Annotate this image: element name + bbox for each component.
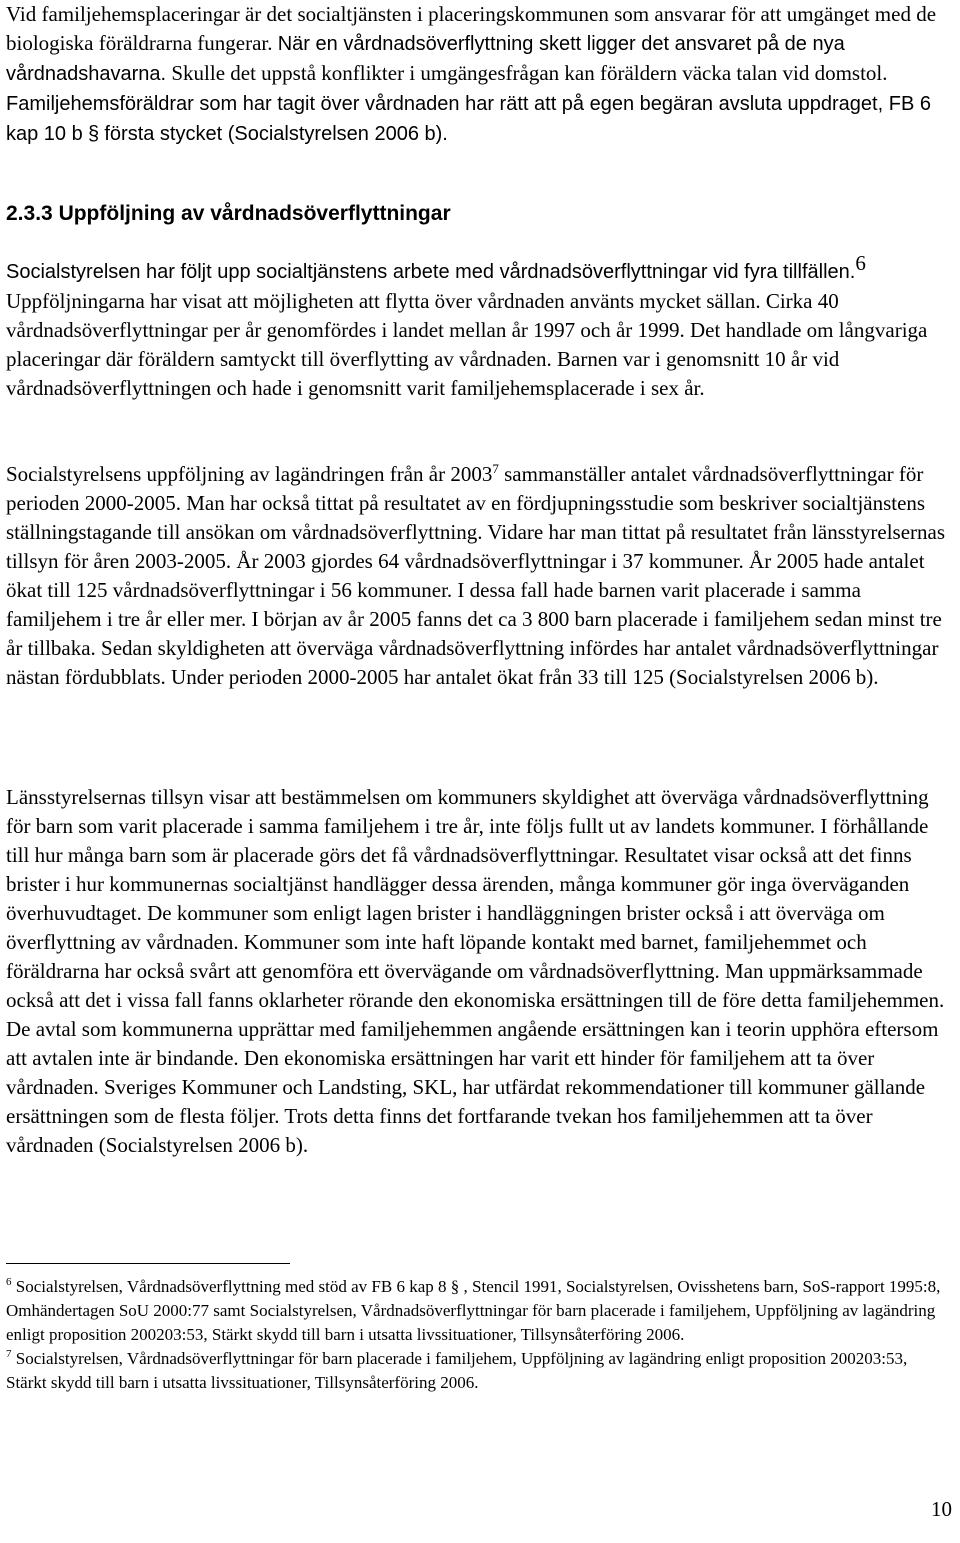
intro-text-4: Familjehemsföräldrar som har tagit över vårdnaden har rätt att på egen begäran avsluta uppdraget, FB 6 kap 10 b bbox=[6, 93, 931, 145]
section-heading bbox=[6, 199, 451, 228]
page-number: 10 bbox=[931, 1497, 952, 1521]
paragraph-followup bbox=[6, 251, 956, 403]
paragraph-followup-intro: Socialstyrelsen har följt upp socialtjänstens arbete med vårdnadsöverflyttningar vid fyra tillfällen. bbox=[6, 261, 856, 283]
footnote-6 bbox=[6, 1275, 951, 1347]
footnotes bbox=[6, 1275, 951, 1395]
section-number: 2.3.3 bbox=[6, 202, 53, 225]
footnote-6-number: 6 bbox=[6, 1276, 12, 1288]
footnote-7 bbox=[6, 1347, 951, 1395]
footnote-6-text: Socialstyrelsen, Vårdnadsöverflyttning med stöd av FB 6 kap 8 § , Stencil 1991, Socialstyrelsen, Ovisshetens barn, SoS-rapport 1995:8, Omhändertagen SoU 2000:77 samt Socialstyrelsen, Vårdnadsöverflyttningar för barn placerade i familjehem, Uppföljning av lagändring enligt proposition 200203:53, Stärkt skydd till barn i utsatta livssituationer, Tillsynsåterföring 2006. bbox=[6, 1277, 941, 1344]
paragraph-followup-body: Uppföljningarna har visat att möjligheten att flytta över vårdnaden använts mycket sällan. Cirka 40 vårdnadsöverflyttningar per år genomfördes i landet mellan år 1997 och år 1999. Det handlade om långvariga placeringar där föräldern samtyckt till överflytting av vårdnaden. Barnen var i genomsnitt 10 år vid vårdnadsöverflyttningen och hade i genomsnitt varit familjehemsplacerade i sex år. bbox=[6, 289, 928, 400]
section-symbol: § bbox=[87, 123, 100, 145]
paragraph-statistics bbox=[6, 460, 956, 692]
footnote-ref-6[interactable]: 6 bbox=[855, 251, 866, 275]
paragraph-supervision bbox=[6, 783, 956, 1160]
footnote-ref-7[interactable]: 7 bbox=[492, 461, 499, 476]
paragraph-supervision-body: Länsstyrelsernas tillsyn visar att bestämmelsen om kommuners skyldighet att överväga vårdnadsöverflyttning för barn som varit placerade i samma familjehem i tre år, inte följs fullt ut av landets kommuner. I förhållande till hur många barn som är placerade görs det få vårdnadsöverflyttningar. Resultatet visar också att det finns brister i hur kommunernas socialtjänst handlägger dessa ärenden, många kommuner gör inga överväganden överhuvudtaget. De kommuner som enligt lagen brister i handläggningen brister också i att överväga om överflyttning av vårdnaden. Kommuner som inte haft löpande kontakt med barnet, familjehemmet och föräldrarna har också svårt att genomföra ett övervägande om vårdnadsöverflyttning. Man uppmärksammade också att det i vissa fall fanns oklarheter rörande den ekonomiska ersättningen till de före detta familjehemmen. De avtal som kommunerna upprättar med familjehemmen angående ersättningen kan i teorin upphöra eftersom att avtalen inte är bindande. Den ekonomiska ersättningen har varit ett hinder för familjehem att ta över vårdnaden. Sveriges Kommuner och Landsting, SKL, har utfärdat rekommendationer till kommuner gällande ersättningen som de flesta följer. Trots detta finns det fortfarande tvekan hos familjehemmen att ta över vårdnaden (Socialstyrelsen 2006 b). bbox=[6, 785, 945, 1157]
footnote-7-text: Socialstyrelsen, Vårdnadsöverflyttningar för barn placerade i familjehem, Uppföljning av lagändring enligt proposition 200203:53, Stärkt skydd till barn i utsatta livssituationer, Tillsynsåterföring 2006. bbox=[6, 1349, 908, 1392]
intro-text-3: Skulle det uppstå konflikter i umgängesfrågan kan föräldern väcka talan vid domstol. bbox=[171, 61, 888, 85]
intro-text-1: Vid familjehemsplaceringar är det socialtjänsten i placeringskommunen som ansvarar för att umgänget med de biologiska föräldrarna fungerar. bbox=[6, 2, 937, 55]
footnote-divider bbox=[6, 1263, 290, 1264]
intro-paragraph bbox=[6, 0, 956, 149]
intro-text-5: första stycket (Socialstyrelsen 2006 b). bbox=[104, 123, 448, 145]
paragraph-statistics-start: Socialstyrelsens uppföljning av lagändringen från år 2003 bbox=[6, 462, 493, 486]
section-title: Uppföljning av vårdnadsöverflyttningar bbox=[58, 202, 451, 225]
footnote-7-number: 7 bbox=[6, 1348, 12, 1360]
paragraph-statistics-body: sammanställer antalet vårdnadsöverflyttningar för perioden 2000-2005. Man har också tittat på resultatet av en fördjupningsstudie som beskriver socialtjänstens ställningstagande till ansökan om vårdnadsöverflyttning. Vidare har man tittat på resultatet från länsstyrelsernas tillsyn för åren 2003-2005. År 2003 gjordes 64 vårdnadsöverflyttningar i 37 kommuner. År 2005 hade antalet ökat till 125 vårdnadsöverflyttningar i 56 kommuner. I dessa fall hade barnen varit placerade i samma familjehem i tre år eller mer. I början av år 2005 fanns det ca 3 800 barn placerade i familjehem sedan minst tre år tillbaka. Sedan skyldigheten att överväga vårdnadsöverflyttning infördes har antalet vårdnadsöverflyttningar nästan fördubblats. Under perioden 2000-2005 har antalet ökat från 33 till 125 (Socialstyrelsen 2006 b). bbox=[6, 462, 946, 689]
intro-text-2: När en vårdnadsöverflyttning skett ligger det ansvaret på de nya vårdnadshavarna. bbox=[6, 33, 845, 85]
